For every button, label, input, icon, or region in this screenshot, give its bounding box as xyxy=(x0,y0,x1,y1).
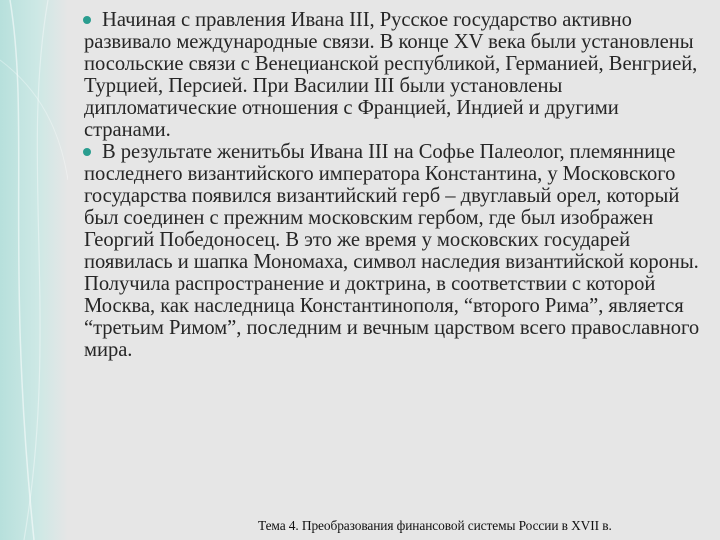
decorative-curves xyxy=(0,0,68,540)
bullet-text: В результате женитьбы Ивана III на Софье Палеолог, племяннице последнего византийского императора Константина, у Московского государства появился византийский герб – двуглавый орел, который был соединен с прежним московским гербом, где был изображен Георгий Победоносец. В это же время у московских государей появилась и шапка Мономаха, символ наследия византийской короны. Получила распространение и доктрина, в соответствии с которой Москва, как наследница Константинополя, “второго Рима”, является “третьим Римом”, последним и вечным царством всего православного мира. xyxy=(84,141,700,361)
bullet-item-2 xyxy=(84,141,708,361)
slide-footer: Тема 4. Преобразования финансовой системы России в XVII в. xyxy=(258,518,612,533)
bullet-text: Начиная с правления Ивана III, Русское государство активно развивало международные связи. В конце XV века были установлены посольские связи с Венецианской республикой, Германией, Венгрией, Турцией, Персией. При Василии III были установлены дипломатические отношения с Францией, Индией и другими странами. xyxy=(84,9,698,141)
decorative-side-panel xyxy=(0,0,68,540)
bullet-dot-icon xyxy=(83,148,91,156)
slide-body xyxy=(84,9,708,361)
bullet-dot-icon xyxy=(83,16,91,24)
bullet-item-1 xyxy=(84,9,708,141)
